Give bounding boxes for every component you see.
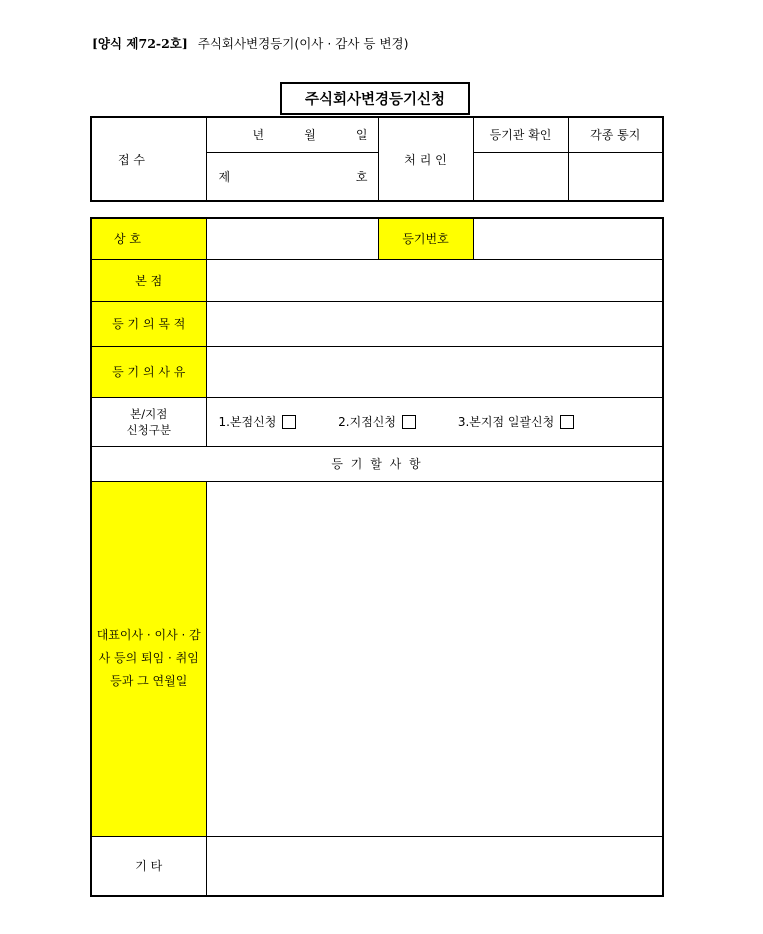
registry-check-field[interactable] (473, 152, 568, 201)
main-form-table (90, 217, 664, 897)
branch-checkbox[interactable] (402, 415, 416, 429)
year-label: 년 (252, 128, 265, 143)
officer-change-label-line1: 대표이사 · 이사 · 감 (96, 628, 201, 642)
head-office-label-cell (91, 259, 206, 301)
option-branch-label: 2.지점신청 (338, 415, 396, 429)
purpose-label: 등 기 의 목 적 (112, 317, 186, 331)
notifications-cell (568, 117, 663, 152)
number-suffix-label: 호 (355, 169, 368, 184)
branch-type-options (206, 397, 663, 446)
option-combined-label: 3.본지점 일괄신청 (457, 415, 555, 429)
reception-label: 접 수 (118, 152, 145, 167)
reception-date-cell[interactable] (206, 117, 378, 152)
option-combined[interactable] (458, 413, 574, 430)
reason-label-cell (91, 346, 206, 397)
number-prefix-label: 제 (218, 169, 231, 184)
head-office-label: 본 점 (135, 273, 163, 288)
registry-check-cell (473, 117, 568, 152)
other-field[interactable] (206, 836, 663, 896)
officer-change-field[interactable] (206, 481, 663, 836)
reason-label: 등 기 의 사 유 (112, 365, 186, 379)
option-head-office-label: 1.본점신청 (218, 415, 277, 429)
processor-label: 처 리 인 (404, 152, 447, 167)
matters-header-cell (91, 446, 663, 481)
company-name-label-cell (91, 218, 206, 259)
company-name-label: 상 호 (114, 232, 141, 247)
notifications-label: 각종 통지 (590, 128, 641, 143)
purpose-label-cell (91, 301, 206, 346)
matters-header: 등 기 할 사 항 (331, 457, 423, 471)
other-label-cell (91, 836, 206, 896)
head-office-field[interactable] (206, 259, 663, 301)
reception-number-cell[interactable] (206, 152, 378, 201)
registry-number-field[interactable] (473, 218, 663, 259)
reception-table (90, 116, 664, 202)
month-label: 월 (304, 128, 316, 143)
processor-cell (378, 117, 473, 201)
reception-label-cell (91, 117, 206, 201)
option-branch[interactable] (338, 413, 416, 430)
form-header (92, 34, 409, 52)
purpose-field[interactable] (206, 301, 663, 346)
option-head-office[interactable] (219, 413, 297, 430)
branch-type-label-cell (91, 397, 206, 446)
officer-change-label-line3: 등과 그 연월일 (110, 674, 188, 688)
registry-check-label: 등기관 확인 (489, 128, 552, 143)
branch-type-label-line2: 신청구분 (126, 422, 171, 437)
registry-number-label-cell (378, 218, 473, 259)
form-number: [양식 제72-2호] (92, 36, 188, 51)
notifications-field[interactable] (568, 152, 663, 201)
form-header-title: 주식회사변경등기(이사 · 감사 등 변경) (197, 36, 409, 51)
officer-change-label-cell (91, 481, 206, 836)
head-office-checkbox[interactable] (282, 415, 296, 429)
day-label: 일 (355, 128, 368, 143)
other-label: 기 타 (135, 859, 163, 874)
reason-field[interactable] (206, 346, 663, 397)
company-name-field[interactable] (206, 218, 378, 259)
officer-change-label-line2: 사 등의 퇴임 · 취임 (98, 651, 199, 665)
registry-number-label: 등기번호 (402, 232, 449, 247)
combined-checkbox[interactable] (560, 415, 574, 429)
document-title: 주식회사변경등기신청 (280, 82, 470, 115)
branch-type-label-line1: 본/지점 (130, 406, 168, 421)
